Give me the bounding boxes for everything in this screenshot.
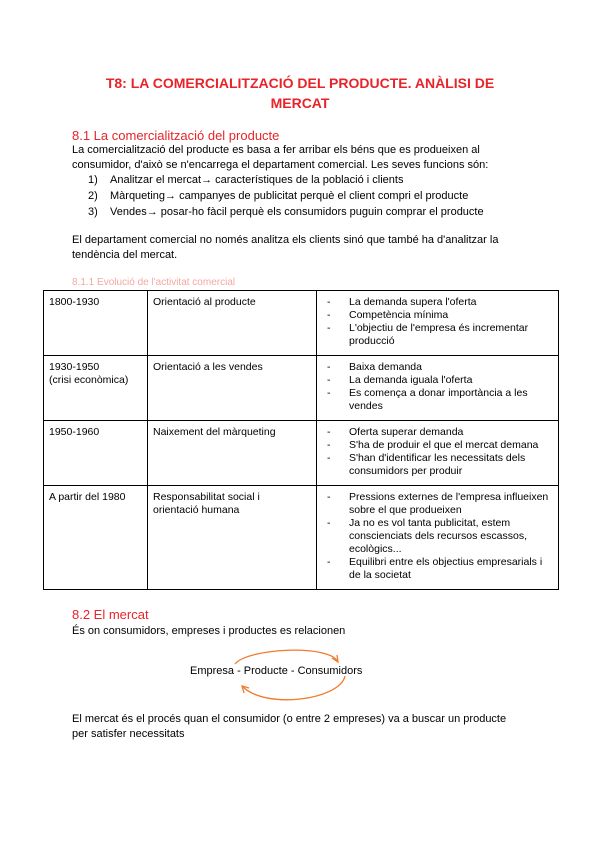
period-cell (44, 356, 148, 421)
definition-line-1: El mercat és el procés quan el consumidor (o entre 2 empreses) va a buscar un producte (72, 713, 507, 725)
table-row (44, 356, 559, 421)
points-cell (317, 356, 559, 421)
bullet-text: L'objectiu de l'empresa és incrementar producció (349, 322, 529, 347)
stage-cell (148, 291, 317, 356)
bullet-item (327, 322, 553, 348)
stage-text: Responsabilitat social i (153, 491, 260, 503)
stage-cell (148, 356, 317, 421)
bullet-item (327, 426, 553, 439)
page-title (0, 73, 600, 113)
note-line-2: tendència del mercat. (72, 249, 178, 261)
points-cell (317, 291, 559, 356)
bullet-item (327, 439, 553, 452)
period-text: A partir del 1980 (49, 491, 126, 503)
points-cell (317, 486, 559, 590)
list-text: Analitzar el mercat→ característiques de la població i clients (110, 174, 404, 186)
list-item (88, 204, 484, 220)
dash-marker: - (327, 491, 331, 503)
bullet-item (327, 556, 553, 582)
dash-marker: - (327, 387, 331, 399)
dash-marker: - (327, 309, 331, 321)
page-title-line-1: T8: LA COMERCIALITZACIÓ DEL PRODUCTE. ANÀLISI DE (105, 75, 495, 91)
section-8-1-note (72, 233, 532, 263)
stage-text: Orientació al producte (153, 296, 256, 308)
dash-marker: - (327, 361, 331, 373)
period-text: 1930-1950 (49, 361, 100, 373)
dash-marker: - (327, 322, 331, 334)
dash-marker: - (327, 439, 331, 451)
stage-text: Naixement del màrqueting (153, 426, 276, 438)
bullet-text: Es comença a donar importància a les vendes (349, 387, 528, 412)
section-8-1-1-heading: 8.1.1 Evolució de l'activitat comercial (72, 277, 236, 288)
bullet-text: Oferta superar demanda (349, 426, 464, 438)
dash-marker: - (327, 517, 331, 529)
bullet-text: S'han d'identificar les necessitats dels consumidors per produir (349, 452, 526, 477)
stage-text-line-2: orientació humana (153, 504, 240, 516)
dash-marker: - (327, 374, 331, 386)
bullet-text: S'ha de produir el que el mercat demana (349, 439, 539, 451)
functions-list (88, 172, 484, 220)
dash-marker: - (327, 556, 331, 568)
dash-marker: - (327, 296, 331, 308)
list-number: 3) (88, 206, 98, 218)
definition-line-2: per satisfer necessitats (72, 728, 185, 740)
lower-arrow-curve (242, 676, 345, 700)
bullet-item (327, 387, 553, 413)
section-8-2-intro: És on consumidors, empreses i productes es relacionen (72, 625, 346, 637)
period-cell (44, 291, 148, 356)
section-8-2-definition (72, 712, 532, 742)
bullet-text: Competència mínima (349, 309, 449, 321)
list-item (88, 172, 484, 188)
bullet-item (327, 452, 553, 478)
list-item (88, 188, 484, 204)
section-8-1-intro (72, 143, 532, 173)
table-row (44, 421, 559, 486)
section-8-2-heading: 8.2 El mercat (72, 607, 149, 622)
stage-text: Orientació a les vendes (153, 361, 263, 373)
period-cell (44, 421, 148, 486)
bullet-text: La demanda iguala l'oferta (349, 374, 473, 386)
period-text: 1800-1930 (49, 296, 100, 308)
bullet-text: Equilibri entre els objectius empresarials i de la societat (349, 556, 543, 581)
intro-line-2: consumidor, d'això se n'encarrega el departament comercial. Les seves funcions són: (72, 159, 489, 171)
bullet-item (327, 374, 553, 387)
section-8-1-heading: 8.1 La comercialització del producte (72, 128, 280, 143)
list-number: 2) (88, 190, 98, 202)
list-number: 1) (88, 174, 98, 186)
dash-marker: - (327, 426, 331, 438)
table-row (44, 291, 559, 356)
upper-arrow-curve (235, 650, 338, 664)
stage-cell (148, 421, 317, 486)
period-note: (crisi econòmica) (49, 374, 129, 386)
bullet-item (327, 517, 553, 556)
dash-marker: - (327, 452, 331, 464)
page-title-line-2: MERCAT (270, 95, 330, 111)
table-row (44, 486, 559, 590)
note-line-1: El departament comercial no només analitza els clients sinó que també ha d'analitzar la (72, 234, 499, 246)
diagram-label: Empresa - Producte - Consumidors (190, 665, 363, 677)
list-text: Màrqueting→ campanyes de publicitat perquè el client compri el producte (110, 190, 469, 202)
bullet-item (327, 296, 553, 309)
evolution-table (43, 290, 559, 590)
bullet-text: Ja no es vol tanta publicitat, estem conscienciats dels recursos escassos, ecològics... (349, 517, 527, 555)
bullet-item (327, 361, 553, 374)
bullet-item (327, 309, 553, 322)
bullet-text: La demanda supera l'oferta (349, 296, 477, 308)
bullet-text: Pressions externes de l'empresa influeixen sobre el que produeixen (349, 491, 549, 516)
bullet-item (327, 491, 553, 517)
stage-cell (148, 486, 317, 590)
period-text: 1950-1960 (49, 426, 100, 438)
list-text: Vendes→ posar-ho fàcil perquè els consumidors puguin comprar el producte (110, 206, 484, 218)
points-cell (317, 421, 559, 486)
intro-line-1: La comercialització del producte es basa a fer arribar els béns que es produeixen al (72, 144, 480, 156)
period-cell (44, 486, 148, 590)
bullet-text: Baixa demanda (349, 361, 422, 373)
market-cycle-diagram (180, 642, 430, 712)
